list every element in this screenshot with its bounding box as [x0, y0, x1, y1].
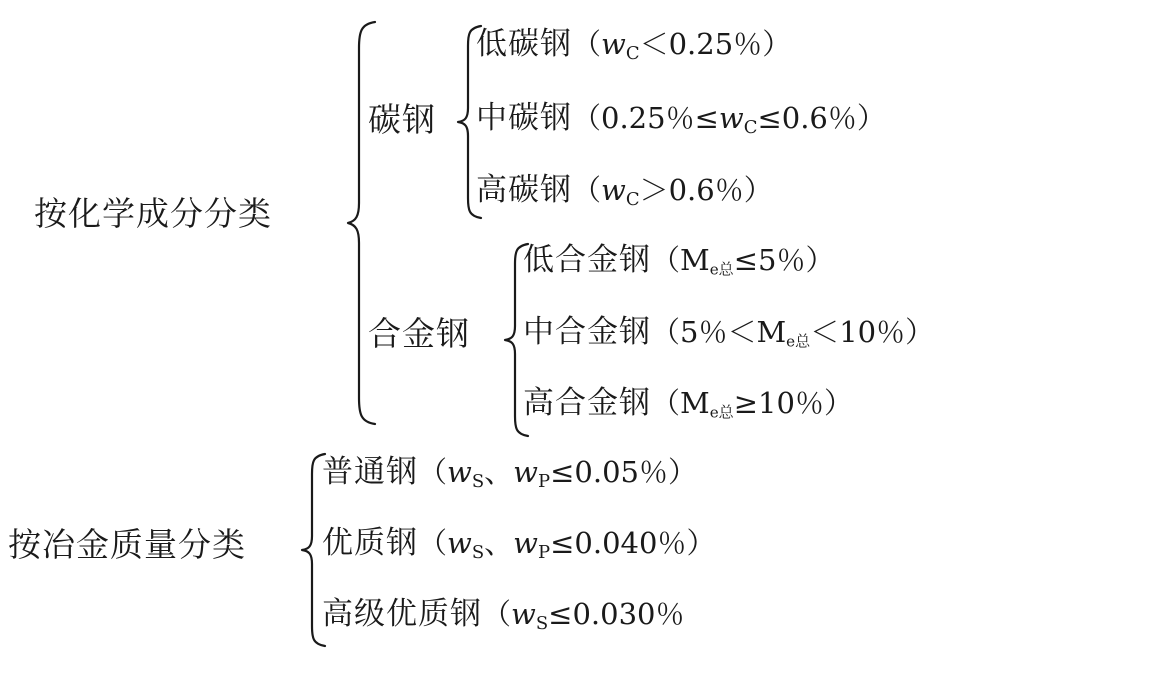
symbol-me-low-alloy: M [680, 243, 710, 277]
leaf-cond-open-quality: （ [418, 526, 448, 560]
leaf-cond-close-quality: ） [686, 526, 716, 560]
symbol-sub-high-alloy: e总 [709, 403, 734, 422]
symbol-me-medium-alloy: M [756, 315, 787, 349]
symbol-sub-wp-quality: P [538, 542, 551, 564]
leaf-cond-close-low-alloy: ） [805, 243, 835, 277]
value-high-alloy: 10％ [758, 386, 824, 420]
leaf-name-low-alloy-steel: 低合金钢 [523, 242, 651, 278]
node-label-carbon-steel: 碳钢 [368, 100, 436, 139]
leaf-high-carbon-steel [476, 172, 773, 211]
symbol-sub-ws-quality: S [471, 542, 485, 564]
leaf-cond-close-ordinary: ） [667, 455, 697, 489]
leaf-medium-carbon-steel [476, 100, 886, 139]
value-high-carbon: 0.6％ [668, 173, 744, 207]
separator-ordinary: 、 [484, 455, 514, 489]
leaf-name-high-alloy-steel: 高合金钢 [523, 385, 651, 421]
leaf-name-ordinary-steel: 普通钢 [322, 454, 418, 490]
node-label-alloy-steel: 合金钢 [368, 314, 470, 353]
root-label-metallurgical-quality: 按冶金质量分类 [8, 525, 246, 564]
value-ordinary: 0.05％ [574, 455, 668, 489]
leaf-cond-close-medium-carbon: ） [856, 101, 886, 135]
symbol-me-high-alloy: M [680, 386, 710, 420]
leaf-cond-open-medium-carbon: （0.25％≤ [572, 101, 719, 135]
relation-high-quality: ≤ [548, 597, 573, 631]
leaf-name-high-quality-steel: 高级优质钢 [322, 596, 482, 632]
symbol-wp-ordinary: w [513, 455, 538, 489]
symbol-sub-low-alloy: e总 [709, 260, 734, 279]
symbol-wc-medium-carbon: w [718, 101, 744, 135]
value-low-alloy: 5％ [758, 243, 806, 277]
symbol-sub-low-carbon: C [625, 43, 640, 65]
value-high-quality: 0.030％ [572, 597, 685, 631]
brace-chemical-composition [345, 18, 379, 428]
leaf-high-alloy-steel [523, 385, 853, 422]
separator-quality: 、 [484, 526, 514, 560]
relation-ordinary: ≤ [550, 455, 575, 489]
leaf-name-medium-carbon-steel: 中碳钢 [476, 100, 572, 136]
value-medium-carbon: 0.6％ [781, 101, 857, 135]
symbol-sub-ws-ordinary: S [471, 471, 485, 493]
symbol-wp-quality: w [513, 526, 538, 560]
symbol-sub-wp-ordinary: P [538, 471, 551, 493]
relation-medium-alloy: ＜ [810, 315, 840, 349]
symbol-sub-ws-high-quality: S [535, 613, 549, 635]
leaf-name-low-carbon-steel: 低碳钢 [476, 26, 572, 62]
leaf-cond-open-high-quality: （ [482, 597, 512, 631]
leaf-high-quality-steel [322, 596, 685, 635]
relation-medium-carbon: ≤ [757, 101, 782, 135]
symbol-sub-medium-alloy: e总 [786, 332, 811, 351]
leaf-cond-open-low-alloy: （ [651, 243, 681, 277]
leaf-quality-steel [322, 525, 716, 564]
relation-low-carbon: ＜ [639, 27, 669, 61]
symbol-ws-high-quality: w [511, 597, 536, 631]
relation-low-alloy: ≤ [733, 243, 759, 277]
leaf-cond-open-medium-alloy: （5％＜ [651, 315, 757, 349]
leaf-cond-open-low-carbon: （ [572, 27, 602, 61]
leaf-cond-close-high-alloy: ） [823, 386, 853, 420]
root-label-chemical-composition: 按化学成分分类 [34, 194, 272, 233]
leaf-medium-alloy-steel [523, 314, 935, 351]
leaf-cond-open-high-carbon: （ [572, 173, 602, 207]
leaf-cond-close-low-carbon: ） [762, 27, 792, 61]
symbol-ws-ordinary: w [447, 455, 472, 489]
leaf-name-quality-steel: 优质钢 [322, 525, 418, 561]
symbol-wc-high-carbon: w [601, 173, 626, 207]
leaf-name-high-carbon-steel: 高碳钢 [476, 172, 572, 208]
leaf-cond-close-high-carbon: ） [743, 173, 773, 207]
relation-high-carbon: ＞ [639, 173, 669, 207]
symbol-ws-quality: w [447, 526, 472, 560]
leaf-low-carbon-steel [476, 26, 792, 65]
relation-quality: ≤ [550, 526, 575, 560]
relation-high-alloy: ≥ [733, 386, 759, 420]
leaf-name-medium-alloy-steel: 中合金钢 [523, 314, 651, 350]
leaf-cond-close-medium-alloy: ） [905, 315, 935, 349]
leaf-cond-open-high-alloy: （ [651, 386, 681, 420]
symbol-sub-medium-carbon: C [743, 117, 758, 139]
symbol-wc-low-carbon: w [601, 27, 626, 61]
leaf-ordinary-steel [322, 454, 697, 493]
leaf-cond-open-ordinary: （ [418, 455, 448, 489]
value-medium-alloy: 10％ [839, 315, 906, 349]
symbol-sub-high-carbon: C [625, 189, 640, 211]
leaf-low-alloy-steel [523, 242, 835, 279]
value-quality: 0.040％ [574, 526, 687, 560]
value-low-carbon: 0.25％ [668, 27, 763, 61]
